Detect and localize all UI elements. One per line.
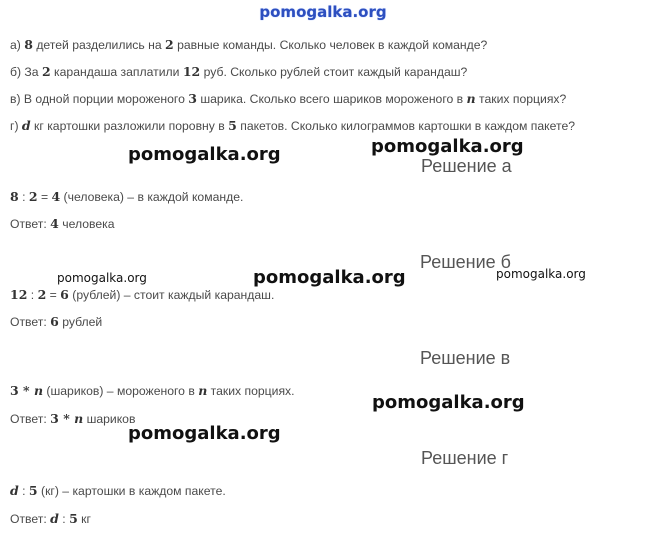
- answer-unit: человека: [58, 217, 115, 231]
- math-operator: =: [37, 190, 52, 204]
- question-text: кг картошки разложили поровну в: [30, 119, 229, 133]
- question-text: руб. Сколько рублей стоит каждый карандаш?: [200, 65, 468, 79]
- question-text: карандаша заплатили: [50, 65, 183, 79]
- watermark: pomogalka.org: [496, 267, 586, 281]
- question-b: [10, 64, 467, 79]
- math-number: 5: [69, 511, 78, 526]
- solution-text: (кг) – картошки в каждом пакете.: [37, 484, 226, 498]
- solution-b-heading: Решение б: [420, 252, 511, 272]
- question-text: пакетов. Сколько килограммов картошки в каждом пакете?: [236, 119, 576, 133]
- question-text: г): [10, 119, 22, 133]
- solution-a-expression: [10, 189, 243, 204]
- solution-b-expression: [10, 287, 274, 302]
- math-variable: n: [466, 91, 476, 106]
- math-number: 2: [41, 64, 51, 79]
- math-number: 8: [10, 189, 19, 204]
- math-number: 2: [37, 287, 47, 302]
- math-operator: :: [18, 484, 29, 498]
- answer-label: Ответ:: [10, 217, 51, 231]
- math-number: 2: [28, 189, 38, 204]
- math-operator: :: [58, 512, 70, 526]
- watermark: pomogalka.org: [253, 267, 406, 288]
- solution-text: (человека) – в каждой команде.: [60, 190, 244, 204]
- solution-text: (шариков) – мороженого в: [43, 384, 199, 398]
- question-text: б) За: [10, 65, 42, 79]
- question-text: детей разделились на: [32, 38, 166, 52]
- answer-label: Ответ:: [10, 412, 51, 426]
- question-text: равные команды. Сколько человек в каждой команде?: [173, 38, 488, 52]
- math-number: 5: [228, 118, 237, 133]
- math-number: 3: [50, 411, 59, 426]
- math-variable: n: [198, 383, 208, 398]
- math-variable: d: [10, 483, 19, 498]
- watermark: pomogalka.org: [57, 271, 147, 285]
- solution-v-heading: Решение в: [420, 348, 511, 368]
- question-v: [10, 91, 566, 106]
- answer-unit: рублей: [58, 315, 103, 329]
- answer-unit: кг: [77, 512, 91, 526]
- solution-g-heading: Решение г: [421, 448, 509, 468]
- math-number: 4: [50, 216, 59, 231]
- solution-text: (рублей) – стоит каждый карандаш.: [68, 288, 275, 302]
- math-number: 5: [28, 483, 38, 498]
- question-a: [10, 37, 487, 52]
- solution-v-expression: [10, 383, 295, 398]
- watermark: pomogalka.org: [128, 144, 281, 165]
- solution-text: таких порциях.: [207, 384, 295, 398]
- solution-g-expression: [10, 483, 226, 498]
- math-operator: *: [18, 383, 34, 398]
- math-number: 6: [60, 287, 69, 302]
- math-number: 4: [51, 189, 61, 204]
- math-number: 8: [24, 37, 33, 52]
- solution-a-heading: Решение а: [421, 156, 512, 176]
- math-number: 3: [188, 91, 197, 106]
- math-variable: d: [50, 511, 59, 526]
- question-text: шарика. Сколько всего шариков мороженого в: [196, 92, 467, 106]
- question-text: а): [10, 38, 25, 52]
- site-watermark: pomogalka.org: [259, 3, 387, 21]
- question-g: [10, 118, 575, 133]
- solution-v-answer: [10, 411, 135, 426]
- math-variable: n: [74, 411, 84, 426]
- watermark: pomogalka.org: [128, 423, 281, 444]
- math-number: 2: [165, 37, 174, 52]
- math-variable: n: [33, 383, 44, 398]
- watermark: pomogalka.org: [371, 136, 524, 157]
- math-operator: *: [58, 411, 75, 426]
- answer-unit: шариков: [83, 412, 136, 426]
- math-number: 6: [50, 314, 59, 329]
- watermark: pomogalka.org: [372, 392, 525, 413]
- answer-label: Ответ:: [10, 512, 51, 526]
- math-variable: d: [21, 118, 31, 133]
- question-text: таких порциях?: [475, 92, 567, 106]
- solution-a-answer: [10, 216, 114, 231]
- math-number: 12: [10, 287, 28, 302]
- solution-g-answer: [10, 511, 91, 526]
- question-text: в) В одной порции мороженого: [10, 92, 189, 106]
- math-number: 3: [10, 383, 19, 398]
- math-operator: :: [18, 190, 29, 204]
- math-number: 12: [182, 64, 201, 79]
- math-operator: =: [46, 288, 61, 302]
- solution-b-answer: [10, 314, 102, 329]
- math-operator: :: [27, 288, 38, 302]
- answer-label: Ответ:: [10, 315, 51, 329]
